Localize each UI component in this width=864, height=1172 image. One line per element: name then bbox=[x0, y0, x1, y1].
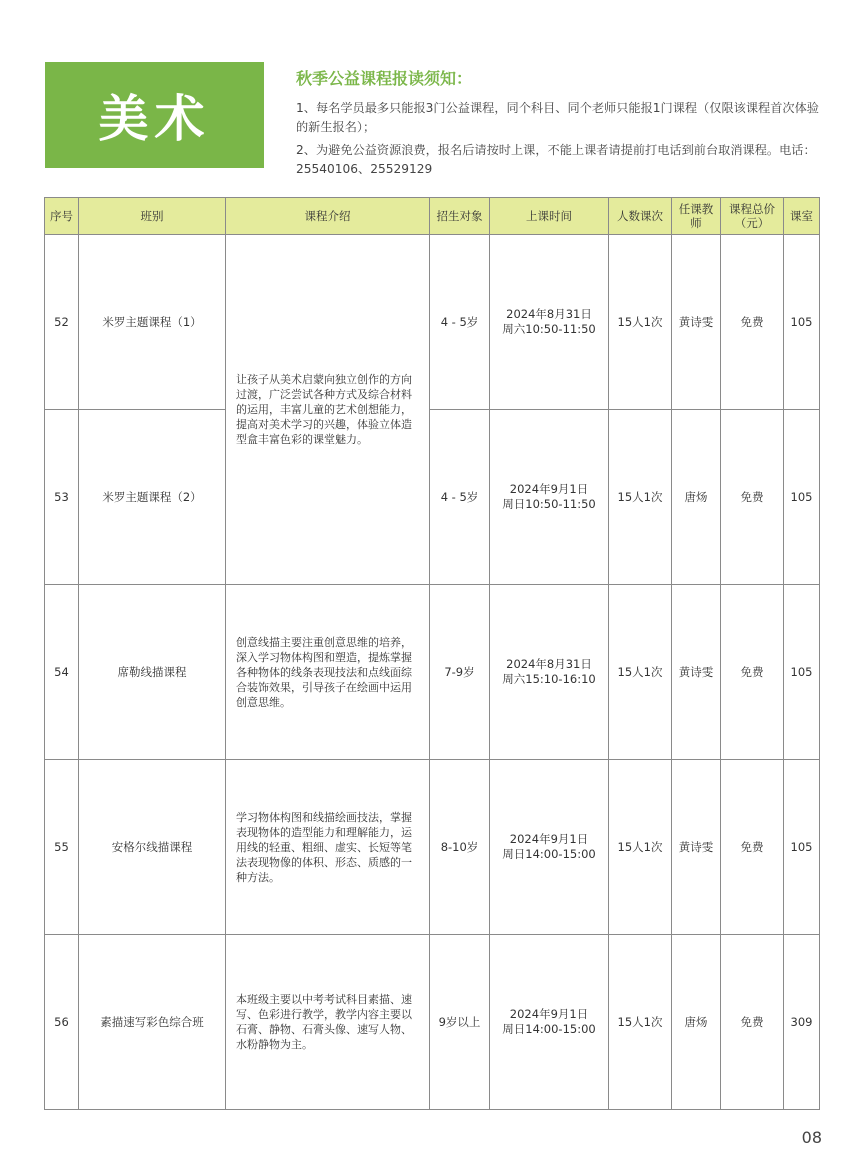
section-title: 美术 bbox=[98, 90, 211, 148]
table-row bbox=[45, 410, 820, 585]
header-teacher: 任课教师 bbox=[672, 198, 721, 235]
header-size: 人数课次 bbox=[609, 198, 672, 235]
header-target: 招生对象 bbox=[430, 198, 490, 235]
cell-target: 4 - 5岁 bbox=[430, 235, 490, 410]
cell-time-text: 周六15:10-16:10 bbox=[502, 672, 596, 686]
cell-date-text: 2024年9月1日 bbox=[509, 1007, 589, 1021]
cell-price: 免费 bbox=[721, 235, 784, 410]
cell-no: 52 bbox=[45, 235, 79, 410]
cell-no: 55 bbox=[45, 760, 79, 935]
table-header-row bbox=[45, 198, 820, 235]
cell-time bbox=[490, 410, 609, 585]
cell-target: 7-9岁 bbox=[430, 585, 490, 760]
cell-time-text: 周六10:50-11:50 bbox=[502, 322, 596, 336]
cell-room: 105 bbox=[784, 410, 820, 585]
cell-intro: 创意线描主要注重创意思维的培养，深入学习物体构图和塑造，提炼掌握各种物体的线条表现技法和点线面综合装饰效果，引导孩子在绘画中运用创意思维。 bbox=[226, 585, 430, 760]
cell-class: 安格尔线描课程 bbox=[79, 760, 226, 935]
cell-price: 免费 bbox=[721, 585, 784, 760]
cell-no: 53 bbox=[45, 410, 79, 585]
section-title-block bbox=[45, 62, 264, 168]
cell-size: 15人1次 bbox=[609, 410, 672, 585]
cell-target: 8-10岁 bbox=[430, 760, 490, 935]
cell-price: 免费 bbox=[721, 760, 784, 935]
cell-size: 15人1次 bbox=[609, 935, 672, 1110]
cell-no: 56 bbox=[45, 935, 79, 1110]
cell-price: 免费 bbox=[721, 935, 784, 1110]
cell-price: 免费 bbox=[721, 410, 784, 585]
cell-target: 9岁以上 bbox=[430, 935, 490, 1110]
cell-room: 105 bbox=[784, 585, 820, 760]
header-room: 课室 bbox=[784, 198, 820, 235]
cell-time bbox=[490, 585, 609, 760]
cell-size: 15人1次 bbox=[609, 235, 672, 410]
course-table bbox=[44, 197, 820, 1110]
cell-class: 席勒线描课程 bbox=[79, 585, 226, 760]
cell-no: 54 bbox=[45, 585, 79, 760]
cell-size: 15人1次 bbox=[609, 585, 672, 760]
table-row bbox=[45, 760, 820, 935]
cell-class: 素描速写彩色综合班 bbox=[79, 935, 226, 1110]
table-row bbox=[45, 585, 820, 760]
table-row bbox=[45, 235, 820, 410]
cell-time bbox=[490, 935, 609, 1110]
cell-time bbox=[490, 760, 609, 935]
header-intro: 课程介绍 bbox=[226, 198, 430, 235]
header-class: 班别 bbox=[79, 198, 226, 235]
header-price: 课程总价（元） bbox=[721, 198, 784, 235]
table-row bbox=[45, 935, 820, 1110]
cell-class: 米罗主题课程（2） bbox=[79, 410, 226, 585]
cell-room: 105 bbox=[784, 760, 820, 935]
cell-size: 15人1次 bbox=[609, 760, 672, 935]
cell-date-text: 2024年9月1日 bbox=[509, 482, 589, 496]
cell-teacher: 唐炀 bbox=[672, 935, 721, 1110]
cell-intro: 本班级主要以中考考试科目素描、速写、色彩进行教学，教学内容主要以石膏、静物、石膏头像、速写人物、水粉静物为主。 bbox=[226, 935, 430, 1110]
notice-item: 1、每名学员最多只能报3门公益课程，同个科目、同个老师只能报1门课程（仅限该课程首次体验的新生报名）； bbox=[296, 101, 819, 134]
registration-notice bbox=[296, 66, 824, 183]
notice-item: 2、为避免公益资源浪费，报名后请按时上课，不能上课者请提前打电话到前台取消课程。电话：25540106、25529129 bbox=[296, 143, 816, 176]
cell-teacher: 黄诗雯 bbox=[672, 235, 721, 410]
header-time: 上课时间 bbox=[490, 198, 609, 235]
cell-target: 4 - 5岁 bbox=[430, 410, 490, 585]
header-no: 序号 bbox=[45, 198, 79, 235]
cell-intro: 让孩子从美术启蒙向独立创作的方向过渡，广泛尝试各种方式及综合材料的运用，丰富儿童的艺术创想能力，提高对美术学习的兴趣，体验立体造型盒丰富色彩的课堂魅力。 bbox=[226, 235, 430, 585]
cell-time-text: 周日14:00-15:00 bbox=[502, 847, 596, 861]
cell-room: 105 bbox=[784, 235, 820, 410]
cell-date-text: 2024年9月1日 bbox=[509, 832, 589, 846]
cell-date-text: 2024年8月31日 bbox=[506, 657, 592, 671]
cell-intro: 学习物体构图和线描绘画技法，掌握表现物体的造型能力和理解能力，运用线的轻重、粗细、虚实、长短等笔法表现物像的体积、形态、质感的一种方法。 bbox=[226, 760, 430, 935]
cell-date-text: 2024年8月31日 bbox=[506, 307, 592, 321]
cell-teacher: 黄诗雯 bbox=[672, 585, 721, 760]
cell-class: 米罗主题课程（1） bbox=[79, 235, 226, 410]
cell-time bbox=[490, 235, 609, 410]
cell-time-text: 周日14:00-15:00 bbox=[502, 1022, 596, 1036]
cell-room: 309 bbox=[784, 935, 820, 1110]
page-number: 08 bbox=[801, 1128, 822, 1147]
cell-teacher: 黄诗雯 bbox=[672, 760, 721, 935]
cell-teacher: 唐炀 bbox=[672, 410, 721, 585]
cell-time-text: 周日10:50-11:50 bbox=[502, 497, 596, 511]
notice-title: 秋季公益课程报读须知： bbox=[296, 69, 473, 88]
